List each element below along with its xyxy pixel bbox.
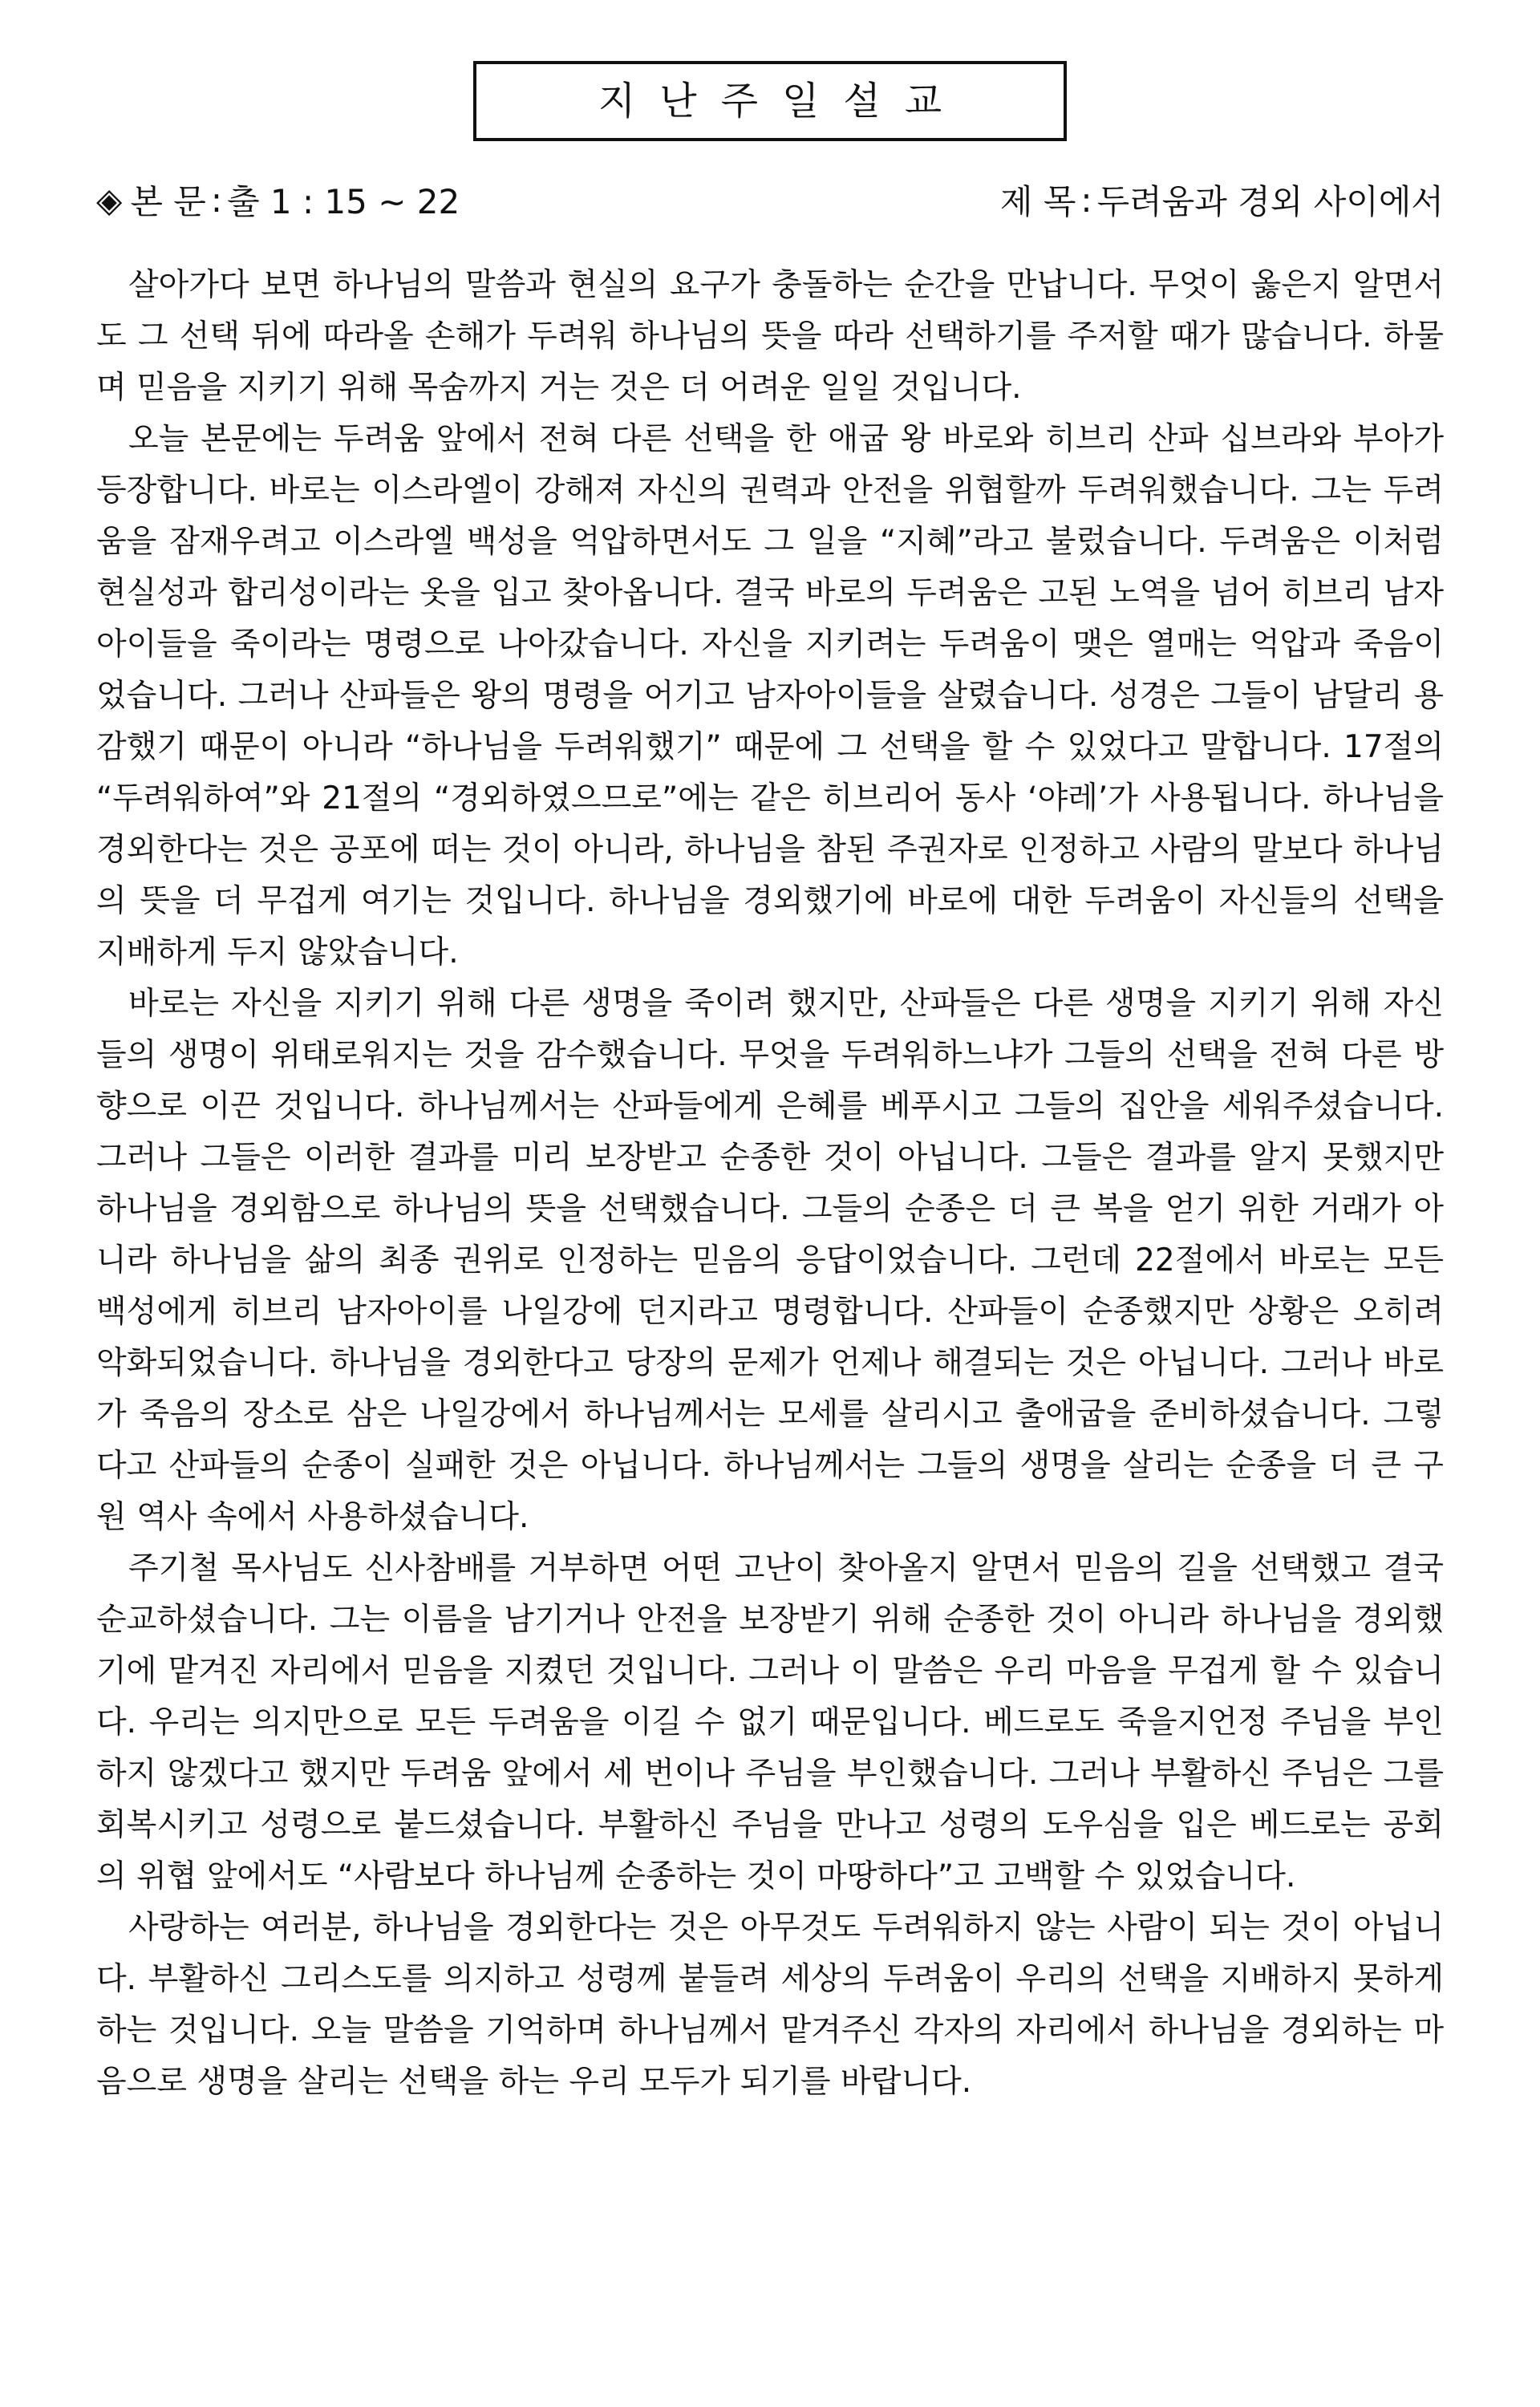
sermon-title-label: 제 목 xyxy=(999,182,1076,221)
sermon-title: 두려움과 경외 사이에서 xyxy=(1096,182,1444,221)
scripture-colon: : xyxy=(210,180,222,220)
sermon-paragraph-2: 오늘 본문에는 두려움 앞에서 전혀 다른 선택을 한 애굽 왕 바로와 히브리 산파 십브라와 부아가 등장합니다. 바로는 이스라엘이 강해져 자신의 권력과 안전을 위협할까 두려워했습니다. 그는 두려움을 잠재우려고 이스라엘 백성을 억압하면서도 그 일을 “지혜”라고 불렀습니다. 두려움은 이처럼 현실성과 합리성이라는 옷을 입고 찾아옵니다. 결국 바로의 두려움은 고된 노역을 넘어 히브리 남자아이들을 죽이라는 명령으로 나아갔습니다. 자신을 지키려는 두려움이 맺은 열매는 억압과 죽음이었습니다. 그러나 산파들은 왕의 명령을 어기고 남자아이들을 살렸습니다. 성경은 그들이 남달리 용감했기 때문이 아니라 “하나님을 두려워했기” 때문에 그 선택을 할 수 있었다고 말합니다. 17절의 “두려워하여”와 21절의 “경외하였으므로”에는 같은 히브리어 동사 ‘야레’가 사용됩니다. 하나님을 경외한다는 것은 공포에 떠는 것이 아니라, 하나님을 참된 주권자로 인정하고 사람의 말보다 하나님의 뜻을 더 무겁게 여기는 것입니다. 하나님을 경외했기에 바로에 대한 두려움이 자신들의 선택을 지배하게 두지 않았습니다. xyxy=(96,421,1444,970)
sermon-paragraph-5: 사랑하는 여러분, 하나님을 경외한다는 것은 아무것도 두려워하지 않는 사람이 되는 것이 아닙니다. 부활하신 그리스도를 의지하고 성령께 붙들려 세상의 두려움이 우리의 선택을 지배하지 못하게 하는 것입니다. 오늘 말씀을 기억하며 하나님께서 맡겨주신 각자의 자리에서 하나님을 경외하는 마음으로 생명을 살리는 선택을 하는 우리 모두가 되기를 바랍니다. xyxy=(96,1910,1444,2100)
sermon-paragraph-4: 주기철 목사님도 신사참배를 거부하면 어떤 고난이 찾아올지 알면서 믿음의 길을 선택했고 결국 순교하셨습니다. 그는 이름을 남기거나 안전을 보장받기 위해 순종한 것이 아니라 하나님을 경외했기에 맡겨진 자리에서 믿음을 지켰던 것입니다. 그러나 이 말씀은 우리 마음을 무겁게 할 수 있습니다. 우리는 의지만으로 모든 두려움을 이길 수 없기 때문입니다. 베드로도 죽을지언정 주님을 부인하지 않겠다고 했지만 두려움 앞에서 세 번이나 주님을 부인했습니다. 그러나 부활하신 주님은 그를 회복시키고 성령으로 붙드셨습니다. 부활하신 주님을 만나고 성령의 도우심을 입은 베드로는 공회의 위협 앞에서도 “사람보다 하나님께 순종하는 것이 마땅하다”고 고백할 수 있었습니다. xyxy=(96,1550,1444,1894)
sermon-body xyxy=(96,260,1444,2108)
sermon-paragraph-1: 살아가다 보면 하나님의 말씀과 현실의 요구가 충돌하는 순간을 만납니다. 무엇이 옳은지 알면서도 그 선택 뒤에 따라올 손해가 두려워 하나님의 뜻을 따라 선택하기를 주저할 때가 많습니다. 하물며 믿음을 지키기 위해 목숨까지 거는 것은 더 어려운 일일 것입니다. xyxy=(96,267,1444,406)
sermon-title-line xyxy=(1000,176,1444,224)
scripture-label: 본 문 xyxy=(130,182,206,221)
diamond-bullet-icon: ◈ xyxy=(96,180,123,220)
sermon-paragraph-3: 바로는 자신을 지키기 위해 다른 생명을 죽이려 했지만, 산파들은 다른 생명을 지키기 위해 자신들의 생명이 위태로워지는 것을 감수했습니다. 무엇을 두려워하느냐가 그들의 선택을 전혀 다른 방향으로 이끈 것입니다. 하나님께서는 산파들에게 은혜를 베푸시고 그들의 집안을 세워주셨습니다. 그러나 그들은 이러한 결과를 미리 보장받고 순종한 것이 아닙니다. 그들은 결과를 알지 못했지만 하나님을 경외함으로 하나님의 뜻을 선택했습니다. 그들의 순종은 더 큰 복을 얻기 위한 거래가 아니라 하나님을 삶의 최종 권위로 인정하는 믿음의 응답이었습니다. 그런데 22절에서 바로는 모든 백성에게 히브리 남자아이를 나일강에 던지라고 명령합니다. 산파들이 순종했지만 상황은 오히려 악화되었습니다. 하나님을 경외한다고 당장의 문제가 언제나 해결되는 것은 아닙니다. 그러나 바로가 죽음의 장소로 삼은 나일강에서 하나님께서는 모세를 살리시고 출애굽을 준비하셨습니다. 그렇다고 산파들의 순종이 실패한 것은 아닙니다. 하나님께서는 그들의 생명을 살리는 순종을 더 큰 구원 역사 속에서 사용하셨습니다. xyxy=(96,986,1444,1535)
scripture-reference xyxy=(96,176,460,224)
title-box xyxy=(473,61,1067,141)
scripture-ref: 출 1 : 15 ~ 22 xyxy=(226,182,460,221)
sermon-title-colon: : xyxy=(1080,180,1092,220)
sermon-meta xyxy=(96,172,1444,228)
page-title: 지난주일설교 xyxy=(598,79,967,124)
